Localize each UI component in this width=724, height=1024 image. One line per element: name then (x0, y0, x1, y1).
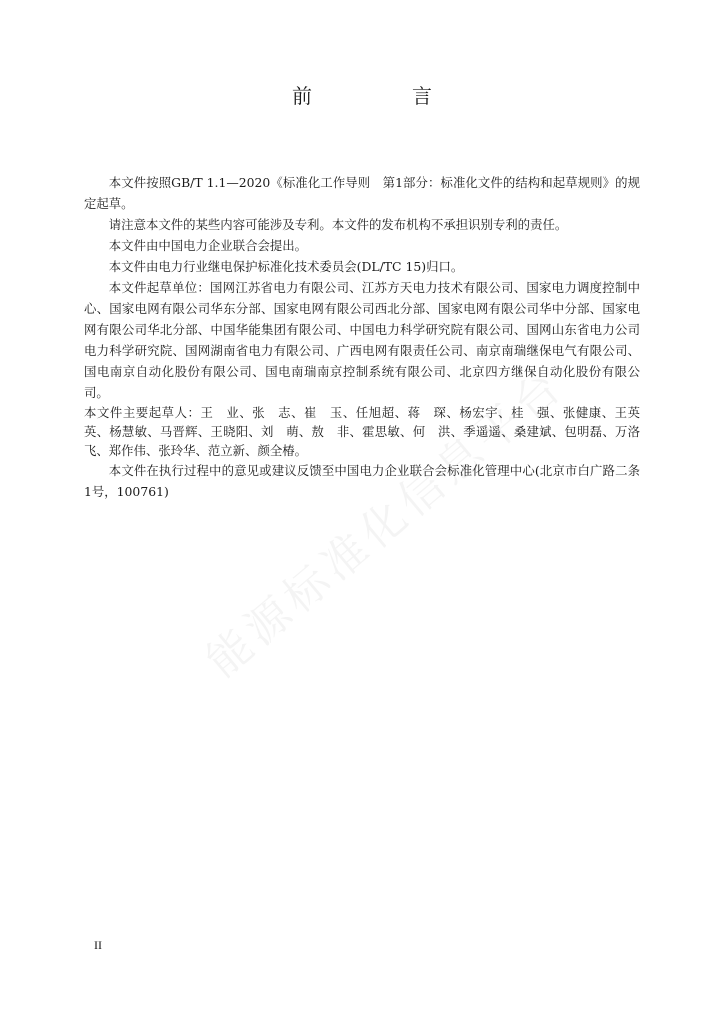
page-number: II (94, 938, 102, 952)
paragraph-patent-notice: 请注意本文件的某些内容可能涉及专利。本文件的发布机构不承担识别专利的责任。 (108, 217, 568, 232)
paragraph-feedback: 本文件在执行过程中的意见或建议反馈至中国电力企业联合会标准化管理中心(北京市白广路二条1号，100761) (84, 463, 640, 499)
paragraph-technical-committee: 本文件由电力行业继电保护标准化技术委员会(DL/TC 15)归口。 (108, 259, 464, 274)
foreword-body (84, 172, 640, 502)
paragraph-drafting-organizations: 本文件起草单位：国网江苏省电力有限公司、江苏方天电力技术有限公司、国家电力调度控制中心、国家电网有限公司华东分部、国家电网有限公司西北分部、国家电网有限公司华中分部、国家电网有限公司华北分部、中国华能集团有限公司、中国电力科学研究院有限公司、国网山东省电力公司电力科学研究院、国网湖南省电力有限公司、广西电网有限责任公司、南京南瑞继保电气有限公司、国电南京自动化股份有限公司、国电南瑞南京控制系统有限公司、北京四方继保自动化股份有限公司。 (84, 280, 640, 400)
paragraph-drafting-rules: 本文件按照GB/T 1.1—2020《标准化工作导则 第1部分：标准化文件的结构和起草规则》的规定起草。 (84, 175, 640, 211)
page-title: 前 言 (292, 84, 472, 108)
paragraph-drafters: 本文件主要起草人：王 业、张 志、崔 玉、任旭超、蒋 琛、杨宏宇、桂 强、张健康、王英英、杨慧敏、马晋辉、王晓阳、刘 萌、敖 非、霍思敏、何 洪、季遥遥、桑建斌、包明磊、万洛飞、郑作伟、张玲华、范立新、颜全椿。 (84, 405, 640, 458)
paragraph-proposer: 本文件由中国电力企业联合会提出。 (108, 238, 308, 253)
